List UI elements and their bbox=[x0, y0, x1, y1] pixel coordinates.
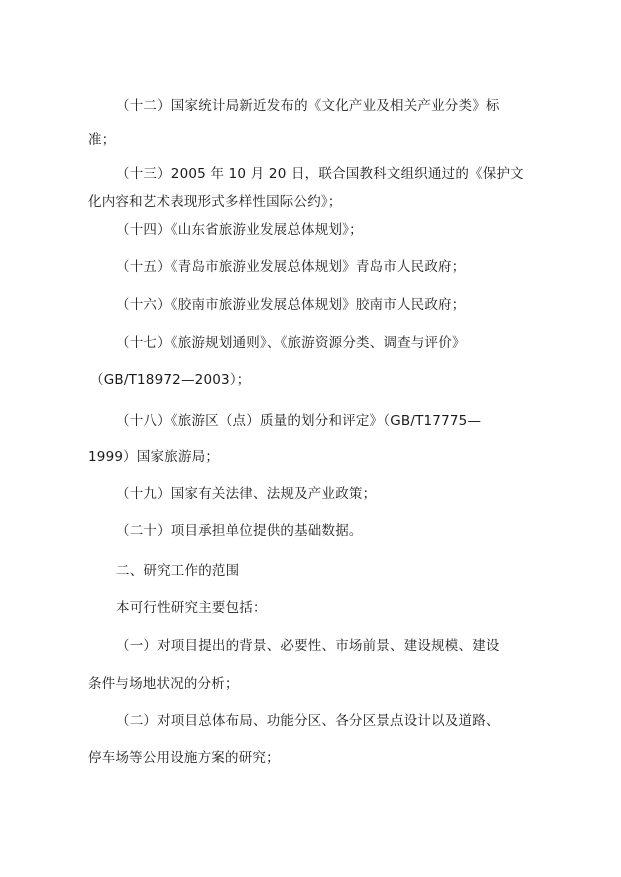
text-line-scope-1-cont: 条件与场地状况的分析； bbox=[88, 676, 239, 692]
text-line-item-17-cont: （GB/T18972—2003）； bbox=[90, 372, 251, 388]
text-line-item-17: （十七）《旅游规划通则》、《旅游资源分类、调查与评价》 bbox=[116, 335, 466, 351]
text-line-intro: 本可行性研究主要包括： bbox=[116, 600, 267, 616]
text-line-item-16: （十六）《胶南市旅游业发展总体规划》胶南市人民政府； bbox=[116, 297, 466, 313]
text-line-item-12: （十二）国家统计局新近发布的《文化产业及相关产业分类》标 bbox=[116, 98, 500, 114]
text-line-item-13: （十三）2005 年 10 月 20 日，联合国教科文组织通过的《保护文 bbox=[116, 166, 524, 182]
text-line-item-14: （十四）《山东省旅游业发展总体规划》； bbox=[116, 222, 363, 238]
text-line-item-12-cont: 准； bbox=[88, 132, 116, 148]
section-heading-scope: 二、研究工作的范围 bbox=[116, 563, 240, 579]
text-line-scope-2-cont: 停车场等公用设施方案的研究； bbox=[88, 750, 280, 766]
text-line-scope-2: （二）对项目总体布局、功能分区、各分区景点设计以及道路、 bbox=[116, 713, 500, 729]
text-line-item-15: （十五）《青岛市旅游业发展总体规划》青岛市人民政府； bbox=[116, 259, 466, 275]
text-line-item-18-cont: 1999）国家旅游局； bbox=[88, 449, 220, 465]
text-line-item-13-cont: 化内容和艺术表现形式多样性国际公约》； bbox=[88, 194, 342, 210]
text-line-item-18: （十八）《旅游区（点）质量的划分和评定》（GB/T17775— bbox=[116, 413, 482, 429]
text-line-scope-1: （一）对项目提出的背景、必要性、市场前景、建设规模、建设 bbox=[116, 638, 500, 654]
text-line-item-20: （二十）项目承担单位提供的基础数据。 bbox=[116, 523, 363, 539]
text-line-item-19: （十九）国家有关法律、法规及产业政策； bbox=[116, 486, 377, 502]
